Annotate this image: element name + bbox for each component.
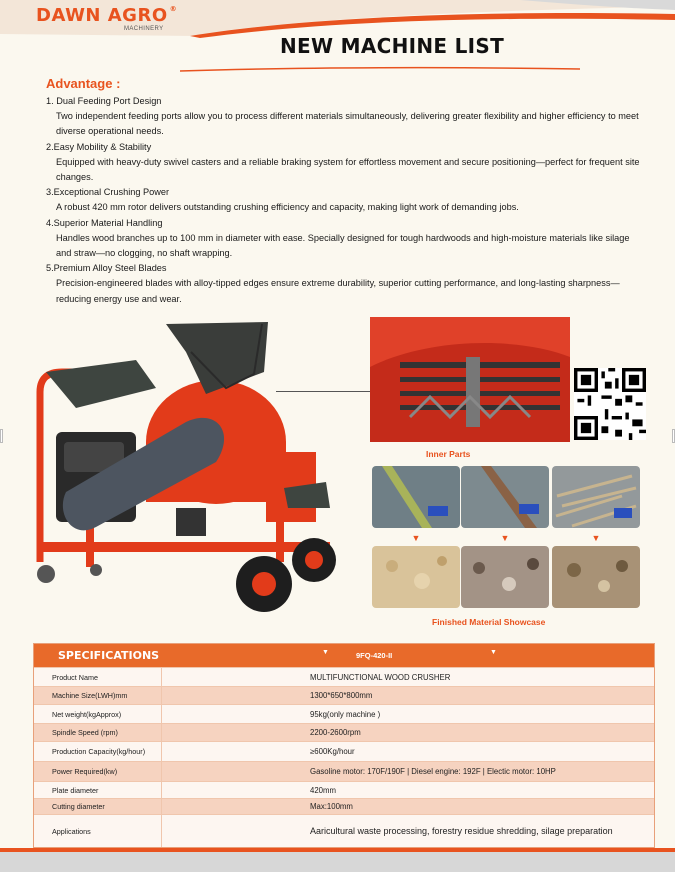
advantage-item-body: Equipped with heavy-duty swivel casters and a reliable braking system for effortless movement and secure positioning—perfect for frequent site changes. [56, 156, 640, 183]
advantage-item-title: 5.Premium Alloy Steel Blades [46, 263, 167, 274]
model-number: 9FQ-420-II [356, 651, 393, 660]
advantage-item [46, 216, 646, 262]
advantage-item [46, 140, 646, 186]
inner-parts-photo [370, 317, 570, 442]
spec-label: Applications [34, 815, 162, 847]
specifications-title: SPECIFICATIONS [58, 649, 160, 662]
finished-material-photo [552, 546, 640, 608]
spec-value: Aaricultural waste processing, forestry residue shredding, silage preparation [310, 826, 613, 836]
page-title: NEW MACHINE LIST [280, 34, 505, 58]
spec-value: 95kg(only machine ) [310, 709, 381, 719]
spec-row [34, 667, 654, 686]
spec-row [34, 781, 654, 798]
spec-label: Spindle Speed (rpm) [34, 724, 162, 741]
spec-value: Max:100mm [310, 802, 353, 811]
down-arrow-icon: ▼ [591, 533, 601, 543]
down-arrow-icon: ▼ [500, 533, 510, 543]
spec-row [34, 686, 654, 704]
spec-row [34, 761, 654, 781]
finished-material-photo [461, 546, 549, 608]
advantage-item-body: Two independent feeding ports allow you to process different materials simultaneously, delivering greater flexibility and higher efficiency to meet diverse operational needs. [56, 111, 639, 137]
spec-label: Power Required(kw) [34, 762, 162, 781]
advantage-item [46, 185, 646, 215]
specifications-header [34, 644, 654, 667]
finished-material-photo [372, 546, 460, 608]
specifications-table [33, 643, 655, 848]
spec-label: Product Name [34, 668, 162, 686]
advantage-item [46, 94, 646, 140]
inner-parts-caption: Inner Parts [426, 449, 471, 459]
raw-material-photo [461, 466, 549, 528]
spec-value: 420mm [310, 785, 336, 795]
spec-label: Cutting diameter [34, 799, 162, 814]
spec-label: Net weight(kgApprox) [34, 705, 162, 723]
advantage-heading: Advantage : [46, 76, 121, 91]
brand-registered: ® [169, 5, 178, 13]
advantage-list [46, 94, 646, 307]
triangle-down-icon: ▼ [322, 649, 329, 656]
advantage-item-title: 3.Exceptional Crushing Power [46, 187, 170, 198]
advantage-item-body: Precision-engineered blades with alloy-tipped edges ensure extreme durability, superior cutting performance, and long-lasting sharpness—reducing energy use and wear. [56, 278, 620, 304]
spec-value: ≥600Kg/hour [310, 747, 355, 756]
spec-row [34, 741, 654, 761]
spec-row [34, 704, 654, 723]
spec-row [34, 814, 654, 847]
advantage-item [46, 261, 646, 307]
brand-subtitle: MACHINERY [124, 26, 164, 32]
advantage-item-body: Handles wood branches up to 100 mm in diameter with ease. Specially designed for tough hardwoods and high-moisture materials like silage and straw—no clogging, no shaft wrapping. [56, 232, 630, 259]
down-arrow-icon: ▼ [411, 533, 421, 543]
callout-line [276, 391, 376, 392]
spec-value: Gasoline motor: 170F/190F | Diesel engine: 192F | Electic motor: 10HP [310, 767, 556, 776]
raw-material-photo [552, 466, 640, 528]
spec-label: Production Capacity(kg/hour) [34, 742, 162, 761]
spec-row [34, 723, 654, 741]
advantage-item-title: 1. Dual Feeding Port Design [46, 96, 162, 106]
advantage-item-title: 4.Superior Material Handling [46, 217, 163, 228]
spec-row [34, 798, 654, 814]
footer-bar [0, 852, 675, 872]
advantage-item-body: A robust 420 mm rotor delivers outstanding crushing efficiency and capacity, making light work of demanding jobs. [56, 202, 519, 213]
brand-name: DAWN AGRO [36, 5, 168, 26]
raw-material-photo [372, 466, 460, 528]
spec-value: MULTIFUNCTIONAL WOOD CRUSHER [310, 672, 451, 682]
page-edge-marker [0, 429, 3, 443]
title-underline [180, 66, 580, 72]
advantage-item-title: 2.Easy Mobility & Stability [46, 141, 152, 152]
qr-code [574, 368, 646, 440]
spec-value: 1300*650*800mm [310, 691, 373, 700]
triangle-down-icon: ▼ [490, 649, 497, 656]
wood-crusher-machine-image [26, 312, 356, 622]
brand-logo [36, 5, 177, 26]
spec-value: 2200-2600rpm [310, 728, 361, 737]
spec-label: Machine Size(LWH)mm [34, 687, 162, 704]
spec-label: Plate diameter [34, 782, 162, 798]
showcase-caption: Finished Material Showcase [432, 617, 546, 627]
